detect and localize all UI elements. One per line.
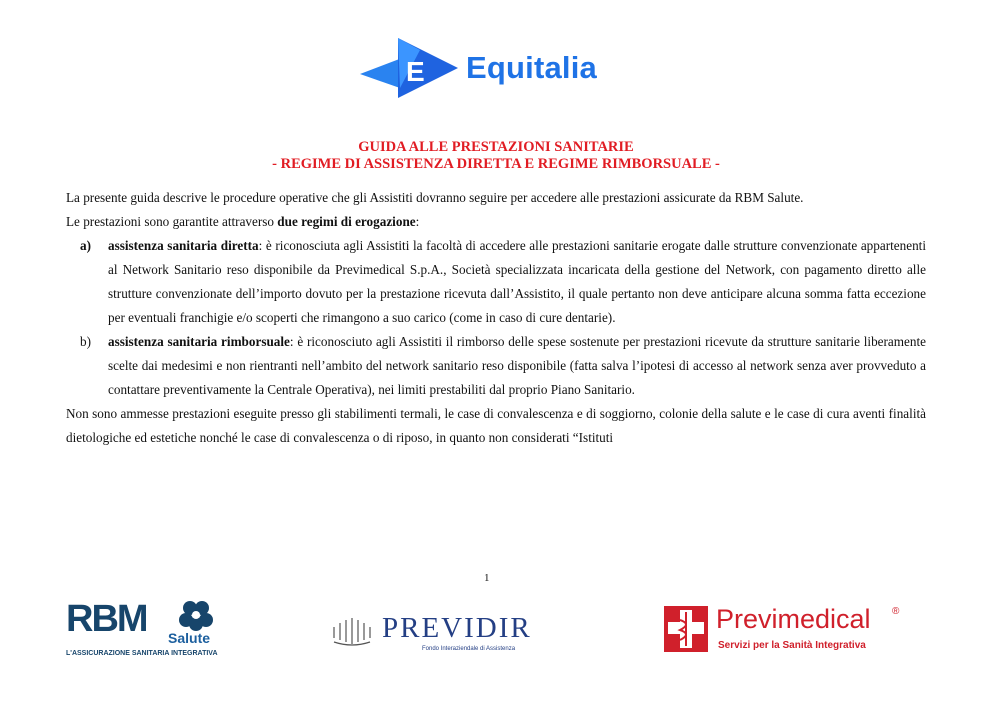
document-title: [0, 139, 992, 173]
list-item: [66, 330, 926, 402]
title-line-1: GUIDA ALLE PRESTAZIONI SANITARIE: [358, 139, 634, 155]
flower-icon: [176, 598, 216, 632]
intro-paragraph: La presente guida descrive le procedure operative che gli Assistiti dovranno seguire per accedere alle prestazioni assicurate da RBM Salute.: [66, 190, 804, 205]
eagle-emblem-icon: [330, 614, 374, 648]
rbm-wordmark: RBM: [66, 598, 147, 640]
previdir-logo: [330, 612, 550, 662]
list-item-term: assistenza sanitaria rimborsuale: [108, 334, 290, 349]
document-body: [66, 186, 926, 450]
list-item-text: : è riconosciuto agli Assistiti il rimborso delle spese sostenute per prestazioni ricevute da strutture sanitarie liberamente scelte dai medesimi e non rientranti nell’ambito del network sanitario reso disponibile (fatta salva l’ipotesi di accesso al network senza aver provveduto a contattare preventivamente la Centrale Operativa), nei limiti prestabiliti dal proprio Piano Sanitario.: [108, 334, 926, 397]
list-item-term: assistenza sanitaria diretta: [108, 238, 259, 253]
equitalia-brand: Equitalia: [466, 50, 597, 85]
equitalia-logo: [360, 36, 620, 106]
list-item-text: : è riconosciuta agli Assistiti la facoltà di accedere alle prestazioni sanitarie erogate dalle strutture convenzionate appartenenti al Network Sanitario reso disponibile da Previmedical S.p.A., Società specializzata incaricata della gestione del Network, con pagamento diretto alle strutture convenzionate dell’importo dovuto per la prestazione ricevuta dall’Assistito, il quale pertanto non deve anticipare alcuna somma fatta eccezione per eventuali franchigie e/o scoperti che rimangono a suo carico (come in caso di cure dentarie).: [108, 238, 926, 325]
page-number: 1: [484, 572, 490, 584]
registered-mark: ®: [892, 606, 900, 617]
closing-paragraph: Non sono ammesse prestazioni eseguite presso gli stabilimenti termali, le case di convalescenza e di soggiorno, colonie della salute e le case di cura aventi finalità dietologiche ed estetiche nonché le case di convalescenza o di riposo, in quanto non considerati “Istituti: [66, 406, 926, 445]
rbm-salute-label: Salute: [168, 630, 211, 646]
previmedical-subtitle: Servizi per la Sanità Integrativa: [718, 640, 866, 651]
list-marker: b): [80, 334, 91, 349]
regimes-intro-paragraph: Le prestazioni sono garantite attraverso due regimi di erogazione:: [66, 214, 420, 229]
caduceus-cross-icon: [664, 606, 708, 652]
equitalia-emblem-icon: [360, 36, 460, 106]
previdir-subtitle: Fondo Interaziendale di Assistenza: [422, 646, 516, 652]
previmedical-logo: [664, 604, 924, 660]
svg-text:E: E: [406, 56, 425, 87]
previdir-wordmark: PREVIDIR: [382, 612, 532, 644]
rbm-tagline: L'ASSICURAZIONE SANITARIA INTEGRATIVA: [66, 650, 218, 657]
regimes-bold: due regimi di erogazione: [277, 214, 416, 229]
list-marker: a): [80, 238, 91, 253]
rbm-salute-logo: [66, 598, 226, 662]
previmedical-wordmark: Previmedical: [716, 604, 871, 634]
title-line-2: - REGIME DI ASSISTENZA DIRETTA E REGIME RIMBORSUALE -: [272, 156, 720, 172]
list-item: [66, 234, 926, 330]
regimes-list: [66, 234, 926, 402]
